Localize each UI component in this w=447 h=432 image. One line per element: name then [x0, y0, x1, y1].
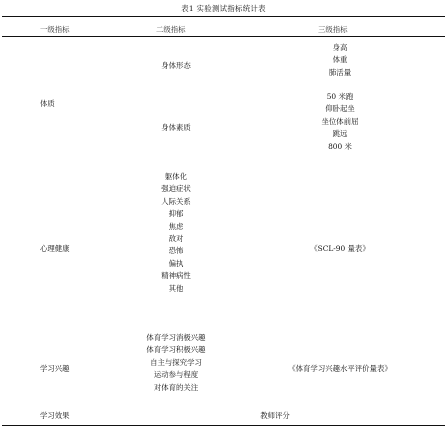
learning-interest-level3: 《体育学习兴趣水平评价量表》	[288, 364, 392, 373]
list-item: 焦虑	[168, 221, 184, 231]
list-item: 50 米跑	[326, 92, 354, 101]
list-item: 敌对	[168, 234, 184, 244]
mental-health-level2-list	[132, 171, 220, 295]
list-item: 坐位体前屈	[321, 116, 359, 126]
list-item: 身高	[332, 43, 348, 52]
list-item: 体育学习积极兴趣	[146, 345, 206, 355]
list-item: 800 米	[328, 141, 352, 151]
list-item: 对体育的关注	[153, 382, 199, 392]
list-item: 运动参与程度	[153, 370, 199, 380]
list-item: 跳远	[332, 129, 348, 139]
header-bottom-rule	[2, 36, 445, 37]
body-form-level3-list	[290, 42, 390, 79]
list-item: 抑郁	[168, 209, 184, 219]
list-item: 人际关系	[161, 196, 191, 206]
list-item: 强迫症状	[161, 184, 191, 194]
list-item: 自主与探究学习	[150, 357, 202, 367]
physique-level1: 体质	[40, 99, 55, 108]
learning-effect-level3: 教师评分	[260, 411, 290, 420]
body-form-level2: 身体形态	[161, 61, 191, 70]
list-item: 体育学习消极兴趣	[146, 333, 206, 342]
mental-health-level3: 《SCL-90 量表》	[310, 244, 370, 253]
list-item: 偏执	[168, 258, 184, 268]
table-bottom-rule	[2, 425, 445, 426]
mental-health-level1: 心理健康	[40, 244, 70, 253]
list-item: 精神病性	[161, 271, 191, 281]
header-level1: 一级指标	[40, 25, 70, 34]
table-top-rule	[2, 16, 445, 17]
list-item: 其他	[168, 283, 184, 293]
body-fitness-level2: 身体素质	[161, 123, 191, 132]
body-fitness-level3-list	[290, 91, 390, 153]
list-item: 恐怖	[168, 246, 184, 256]
learning-interest-level1: 学习兴趣	[40, 364, 70, 373]
header-level2: 二级指标	[156, 25, 186, 34]
list-item: 躯体化	[164, 172, 188, 181]
list-item: 仰卧起坐	[325, 104, 355, 114]
list-item: 体重	[332, 55, 348, 65]
header-level3: 三级指标	[318, 25, 348, 34]
list-item: 肺活量	[328, 67, 352, 77]
table-caption: 表1 实验测试指标统计表	[181, 4, 266, 13]
learning-effect-level1: 学习效果	[40, 411, 70, 420]
learning-interest-level2-list	[132, 332, 220, 394]
